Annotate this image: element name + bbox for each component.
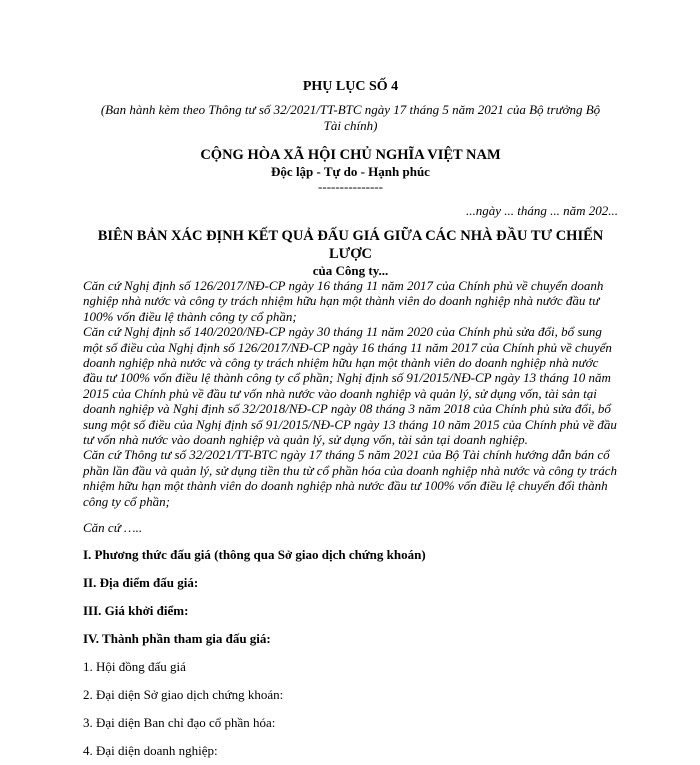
legal-basis-paragraph: Căn cứ Thông tư số 32/2021/TT-BTC ngày 17 tháng 5 năm 2021 của Bộ Tài chính hướng dẫn bán cổ phần lần đầu và quản lý, sử dụng tiền thu từ cổ phần hóa của doanh nghiệp nhà nước và công ty trách nhiệm hữu hạn một thành viên do doanh nghiệp nhà nước đầu tư 100% vốn điều lệ chuyển đổi thành công ty cổ phần; xyxy=(83,447,618,509)
national-title: CỘNG HÒA XÃ HỘI CHỦ NGHĨA VIỆT NAM xyxy=(200,147,501,163)
section-heading: III. Giá khởi điểm: xyxy=(83,603,189,619)
minutes-sections xyxy=(83,541,618,765)
section-heading: II. Địa điểm đấu giá: xyxy=(83,575,199,591)
national-motto: Độc lập - Tự do - Hạnh phúc xyxy=(271,164,430,179)
section-heading: IV. Thành phần tham gia đấu giá: xyxy=(83,631,271,647)
document-subtitle: của Công ty... xyxy=(312,263,389,278)
participant-item: 3. Đại diện Ban chỉ đạo cổ phần hóa: xyxy=(83,715,276,731)
document-title: BIÊN BẢN XÁC ĐỊNH KẾT QUẢ ĐẤU GIÁ GIỮA CÁC NHÀ ĐẦU TƯ CHIẾN LƯỢC xyxy=(97,228,604,262)
section-heading: I. Phương thức đấu giá (thông qua Sở giao dịch chứng khoán) xyxy=(83,547,426,563)
participant-item: 1. Hội đồng đấu giá xyxy=(83,659,186,675)
date-line: ...ngày ... tháng ... năm 202... xyxy=(465,203,618,218)
participant-item: 2. Đại diện Sở giao dịch chứng khoán: xyxy=(83,687,284,703)
appendix-title: PHỤ LỤC SỐ 4 xyxy=(302,79,399,94)
legal-basis-paragraph: Căn cứ Nghị định số 126/2017/NĐ-CP ngày 16 tháng 11 năm 2017 của Chính phủ về chuyển doanh nghiệp nhà nước và công ty trách nhiệm hữu hạn một thành viên do doanh nghiệp nhà nước đầu tư 100% vốn điều lệ thành công ty cổ phần; xyxy=(83,278,604,324)
legal-basis-more: Căn cứ ….. xyxy=(83,520,143,536)
participant-item: 4. Đại diện doanh nghiệp: xyxy=(83,743,218,759)
legal-bases xyxy=(83,278,618,509)
legal-basis-paragraph: Căn cứ Nghị định số 140/2020/NĐ-CP ngày 30 tháng 11 năm 2020 của Chính phủ sửa đổi, bổ sung một số điều của Nghị định số 126/2017/NĐ-CP ngày 16 tháng 11 năm 2017 của Chính phủ về chuyển doanh nghiệp nhà nước và công ty trách nhiệm hữu hạn một thành viên do doanh nghiệp nhà nước đầu tư 100% vốn điều lệ thành công ty cổ phần; Nghị định số 91/2015/NĐ-CP ngày 13 tháng 10 năm 2015 của Chính phủ về đầu tư vốn nhà nước vào doanh nghiệp và quản lý, sử dụng vốn, tài sản tại doanh nghiệp và Nghị định số 32/2018/NĐ-CP ngày 08 tháng 3 năm 2018 của Chính phủ sửa đổi, bổ sung một số điều của Nghị định số 91/2015/NĐ-CP ngày 13 tháng 10 năm 2015 của Chính phủ về đầu tư vốn nhà nước vào doanh nghiệp và quản lý, sử dụng vốn, tài sản tại doanh nghiệp. xyxy=(83,324,617,448)
issued-by-note: (Ban hành kèm theo Thông tư số 32/2021/TT-BTC ngày 17 tháng 5 năm 2021 của Bộ trưởng Bộ Tài chính) xyxy=(100,102,601,133)
header-separator: --------------- xyxy=(318,179,383,194)
